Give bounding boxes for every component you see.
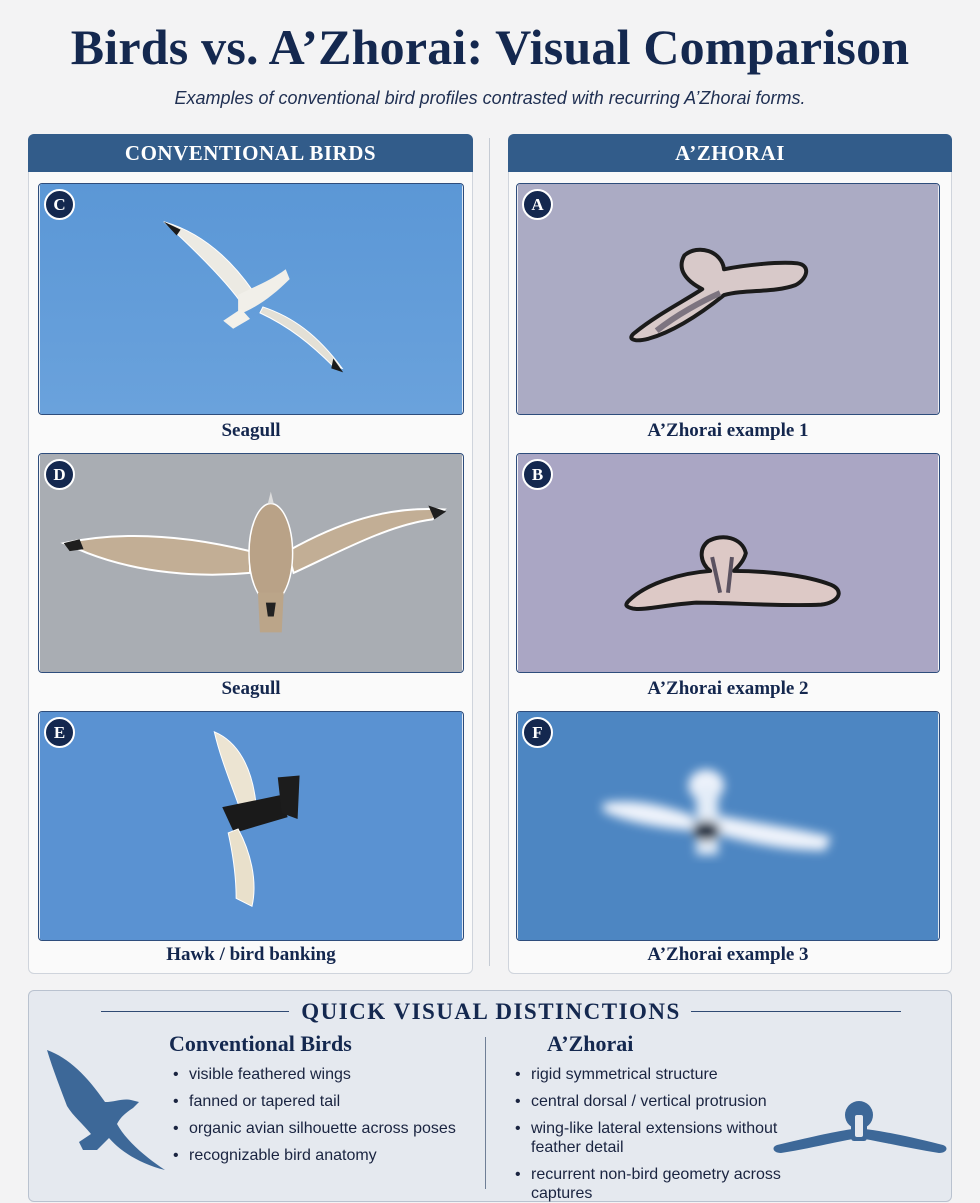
photo-card-e: [38, 711, 464, 941]
photo-card-a: [516, 183, 940, 415]
list-item: • rigid symmetrical structure: [515, 1065, 795, 1084]
azhorai-distinctions-list: [515, 1065, 795, 1203]
page-subtitle: Examples of conventional bird profiles contrasted with recurring A’Zhorai forms.: [174, 88, 806, 108]
azhorai-silhouette-icon: [771, 1093, 951, 1157]
quick-divider: [485, 1037, 486, 1189]
list-item: • organic avian silhouette across poses: [173, 1119, 478, 1138]
photo-card-f: [516, 711, 940, 941]
badge-b: B: [522, 459, 553, 490]
badge-e: E: [44, 717, 75, 748]
azhorai-header: A’ZHORAI: [508, 134, 952, 172]
caption-f: A’Zhorai example 3: [647, 944, 809, 965]
badge-a: A: [522, 189, 553, 220]
badge-f: F: [522, 717, 553, 748]
list-item: • recognizable bird anatomy: [173, 1146, 478, 1165]
azhorai-example-1-photo: [517, 184, 939, 414]
quick-distinctions-box: [28, 990, 952, 1202]
caption-e: Hawk / bird banking: [166, 944, 336, 965]
list-item: • wing-like lateral extensions without feather detail: [515, 1119, 795, 1157]
seagull-grey-photo: [39, 454, 463, 672]
caption-c: Seagull: [221, 420, 281, 441]
azhorai-example-3-photo: [517, 712, 939, 940]
badge-d: D: [44, 459, 75, 490]
azhorai-heading: A’Zhorai: [547, 1031, 634, 1056]
badge-c: C: [44, 189, 75, 220]
photo-card-c: [38, 183, 464, 415]
birds-distinctions-list: [173, 1065, 478, 1173]
caption-b: A’Zhorai example 2: [647, 678, 809, 699]
caption-a: A’Zhorai example 1: [647, 420, 809, 441]
photo-card-d: [38, 453, 464, 673]
list-item: • fanned or tapered tail: [173, 1092, 478, 1111]
page-title: Birds vs. A’Zhorai: Visual Comparison: [70, 19, 910, 75]
quick-distinctions-title: QUICK VISUAL DISTINCTIONS: [301, 999, 681, 1024]
title-rule-right: [691, 1011, 901, 1012]
caption-d: Seagull: [221, 678, 281, 699]
azhorai-example-2-photo: [517, 454, 939, 672]
hawk-photo: [39, 712, 463, 940]
birds-heading: Conventional Birds: [169, 1031, 352, 1056]
list-item: • central dorsal / vertical protrusion: [515, 1092, 795, 1111]
seagull-photo: [39, 184, 463, 414]
list-item: • recurrent non-bird geometry across captures: [515, 1165, 795, 1203]
conventional-birds-header: CONVENTIONAL BIRDS: [28, 134, 473, 172]
list-item: • visible feathered wings: [173, 1065, 478, 1084]
bird-silhouette-icon: [43, 1045, 173, 1177]
photo-card-b: [516, 453, 940, 673]
column-divider: [489, 138, 490, 966]
